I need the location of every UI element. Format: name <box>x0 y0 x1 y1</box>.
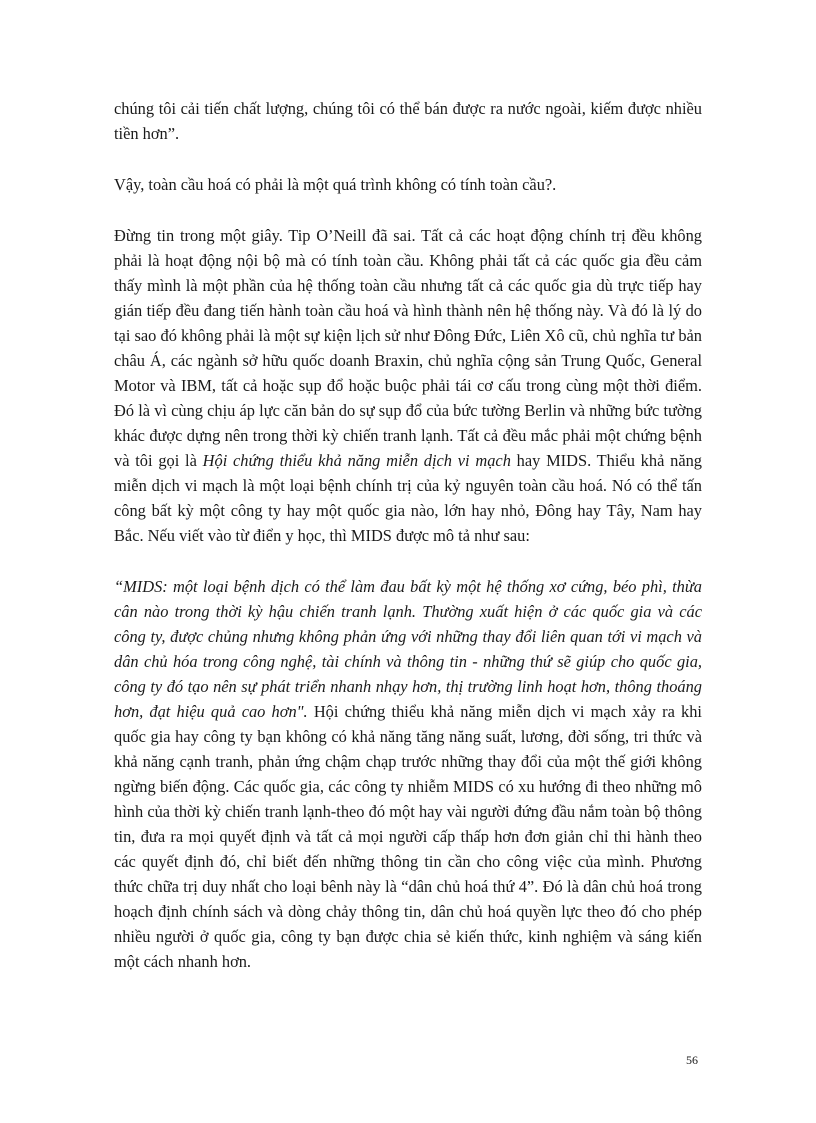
page-number: 56 <box>686 1053 698 1067</box>
paragraph-1-text: chúng tôi cải tiến chất lượng, chúng tôi có thể bán được ra nước ngoài, kiếm được nhiều tiền hơn”. <box>114 99 702 143</box>
paragraph-2-text: Vậy, toàn cầu hoá có phải là một quá trình không có tính toàn cầu?. <box>114 175 557 194</box>
paragraph-continuation <box>114 96 702 146</box>
mids-definition-quote: “MIDS: một loại bệnh dịch có thể làm đau bất kỳ một hệ thống xơ cứng, béo phì, thừa cân nào trong thời kỳ hậu chiến tranh lạnh. Thường xuất hiện ở các quốc gia và các công ty, được chủng nhưng không phản ứng với những thay đổi liên quan tới vi mạch và dân chủ hóa trong công nghệ, tài chính và thông tin - những thứ sẽ giúp cho quốc gia, công ty đó tạo nên sự phát triển nhanh nhạy hơn, thị trường linh hoạt hơn, thông thoáng hơn, đạt hiệu quả cao hơn". <box>114 577 702 721</box>
paragraph-mids-intro <box>114 223 702 548</box>
paragraph-3-text-start: Đừng tin trong một giây. Tip O’Neill đã sai. Tất cả các hoạt động chính trị đều không phải là hoạt động nội bộ mà có tính toàn cầu. Không phải tất cả các quốc gia đều cảm thấy mình là một phần của hệ thống toàn cầu nhưng tất cả các quốc gia dù trực tiếp hay gián tiếp đều đang tiến hành toàn cầu hoá và hình thành nên hệ thống này. Và đó là lý do tại sao đó không phải là một sự kiện lịch sử như Đông Đức, Liên Xô cũ, chủ nghĩa tư bản châu Á, các ngành sở hữu quốc doanh Braxin, chủ nghĩa cộng sản Trung Quốc, General Motor và IBM, tất cả hoặc sụp đổ hoặc buộc phải tái cơ cấu trong cùng một thời điểm. Đó là vì cùng chịu áp lực căn bản do sự sụp đổ của bức tường Berlin và những bức tường khác được dựng nên trong thời kỳ chiến tranh lạnh. Tất cả đều mắc phải một chứng bệnh và tôi gọi là <box>114 226 702 470</box>
syndrome-name-italic: Hội chứng thiểu khả năng miễn dịch vi mạch <box>202 451 511 470</box>
paragraph-mids-definition <box>114 574 702 974</box>
document-body <box>114 96 702 974</box>
paragraph-3-text-end: hay MIDS. Thiểu khả năng miễn dịch vi mạch là một loại bệnh chính trị của kỷ nguyên toàn cầu hoá. Nó có thể tấn công bất kỳ một công ty hay một quốc gia nào, lớn hay nhỏ, Đông hay Tây, Nam hay Bắc. Nếu viết vào từ điển y học, thì MIDS được mô tả như sau: <box>114 451 702 545</box>
paragraph-4-text: Hội chứng thiểu khả năng miễn dịch vi mạch xảy ra khi quốc gia hay công ty bạn không có khả năng tăng năng suất, lương, đời sống, tri thức và khả năng cạnh tranh, phản ứng chậm chạp trước những thay đổi của một thế giới không ngừng biến động. Các quốc gia, các công ty nhiễm MIDS có xu hướng đi theo những mô hình của thời kỳ chiến tranh lạnh-theo đó một hay vài người đứng đầu nắm toàn bộ thông tin, đưa ra mọi quyết định và tất cả mọi người cấp thấp hơn đơn giản chỉ thi hành theo các quyết định đó, chỉ biết đến những thông tin cần cho công việc của mình. Phương thức chữa trị duy nhất cho loại bênh này là “dân chủ hoá thứ 4”. Đó là dân chủ hoá trong hoạch định chính sách và dòng chảy thông tin, dân chủ hoá quyền lực theo đó cho phép nhiều người ở quốc gia, công ty bạn được chia sẻ kiến thức, kinh nghiệm và sáng kiến một cách nhanh hơn. <box>114 702 702 971</box>
paragraph-question <box>114 172 702 197</box>
